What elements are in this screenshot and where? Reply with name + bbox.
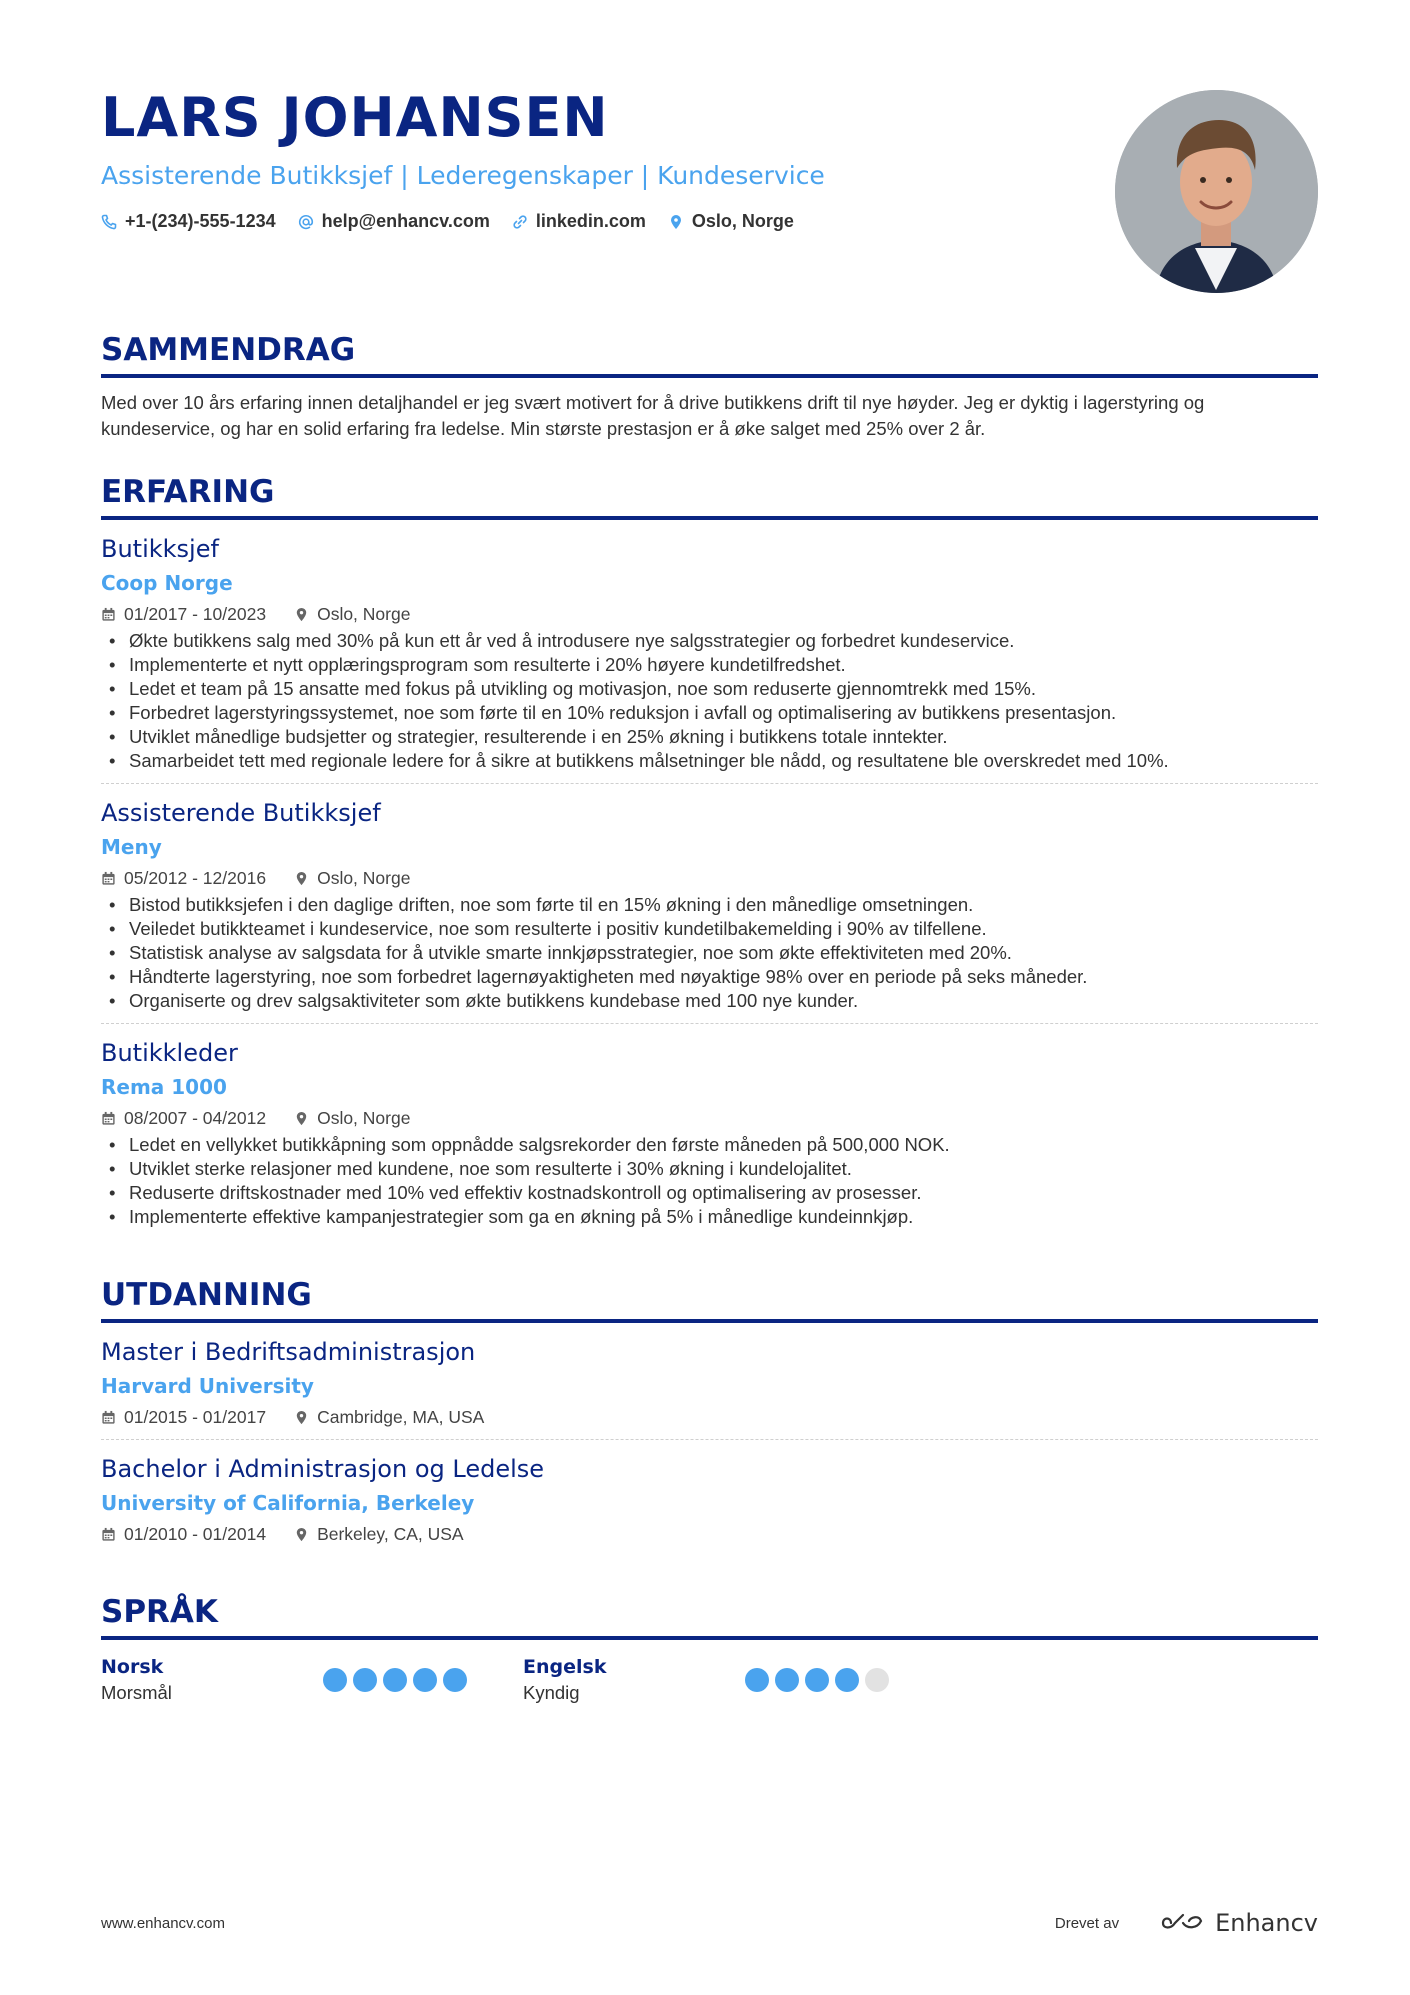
language-name: Norsk (101, 1656, 164, 1678)
candidate-name: LARS JOHANSEN (101, 86, 609, 149)
location-text: Oslo, Norge (317, 604, 411, 624)
job-location (294, 1106, 410, 1130)
job-title: Butikksjef (101, 535, 219, 563)
school-name: University of California, Berkeley (101, 1491, 475, 1515)
experience-list (101, 520, 1318, 1239)
education-entry (101, 1323, 1318, 1440)
location-pin-icon (294, 871, 309, 886)
education-dates (101, 1405, 266, 1429)
education-list (101, 1323, 1318, 1556)
footer-branding (1055, 1909, 1318, 1937)
phone-icon (101, 214, 117, 230)
degree-title: Bachelor i Administrasjon og Ledelse (101, 1455, 545, 1483)
footer (101, 1908, 1318, 1938)
calendar-icon (101, 607, 116, 622)
rating-dot-filled (383, 1668, 407, 1692)
experience-bullet: • Samarbeidet tett med regionale ledere for å sikre at butikkens målsetninger ble nådd, og resultatene ble overskredet med 10%. (101, 749, 1318, 773)
experience-bullet: • Statistisk analyse av salgsdata for å utvikle smarte innkjøpsstrategier, noe som økte effektiviteten med 20%. (101, 941, 1318, 965)
experience-bullet: • Reduserte driftskostnader med 10% ved effektiv kostnadskontroll og optimalisering av prosesser. (101, 1181, 1318, 1205)
language-text (101, 1654, 323, 1706)
experience-bullet: • Utviklet månedlige budsjetter og strategier, resulterende i en 25% økning i butikkens totale inntekter. (101, 725, 1318, 749)
job-bullets (101, 893, 1318, 1013)
job-dates (101, 866, 266, 890)
dates-text: 01/2010 - 01/2014 (124, 1524, 267, 1544)
phone-text: +1-(234)-555-1234 (125, 211, 276, 231)
location-pin-icon (294, 1527, 309, 1542)
dates-text: 01/2015 - 01/2017 (124, 1407, 267, 1427)
experience-bullet: • Utviklet sterke relasjoner med kundene, noe som resulterte i 30% økning i kundelojalitet. (101, 1157, 1318, 1181)
dates-text: 08/2007 - 04/2012 (124, 1108, 267, 1128)
resume-header (101, 80, 1318, 300)
email-text: help@enhancv.com (321, 211, 490, 231)
experience-bullet: • Implementerte effektive kampanjestrategier som ga en økning på 5% i månedlige kundeinnkjøp. (101, 1205, 1318, 1229)
languages-title: SPRÅK (101, 1592, 1318, 1640)
degree-title: Master i Bedriftsadministrasjon (101, 1338, 476, 1366)
location-text: Oslo, Norge (317, 1108, 411, 1128)
headline: Assisterende Butikksjef | Lederegenskaper | Kundeservice (101, 161, 825, 190)
rating-dot-filled (745, 1668, 769, 1692)
footer-website[interactable]: www.enhancv.com (101, 1914, 225, 1932)
job-title: Butikkleder (101, 1039, 238, 1067)
location-text: Oslo, Norge (317, 868, 411, 888)
education-meta (101, 1405, 1318, 1429)
resume-page (101, 80, 1318, 1706)
languages-list (101, 1654, 1318, 1706)
contact-linkedin[interactable] (512, 211, 646, 232)
job-meta (101, 1106, 1318, 1130)
school-name: Harvard University (101, 1374, 314, 1398)
summary-title: SAMMENDRAG (101, 330, 1318, 378)
company-name: Coop Norge (101, 571, 233, 595)
experience-entry (101, 1024, 1318, 1239)
job-dates (101, 602, 266, 626)
calendar-icon (101, 1527, 116, 1542)
job-dates (101, 1106, 266, 1130)
language-level: Morsmål (101, 1682, 172, 1703)
rating-dot-filled (775, 1668, 799, 1692)
experience-bullet: • Håndterte lagerstyring, noe som forbedret lagernøyaktigheten med nøyaktige 98% over en periode på seks måneder. (101, 965, 1318, 989)
rating-dot-filled (835, 1668, 859, 1692)
location-text: Oslo, Norge (691, 211, 794, 231)
location-pin-icon (294, 1410, 309, 1425)
company-name: Meny (101, 835, 162, 859)
job-bullets (101, 629, 1318, 773)
language-rating (745, 1654, 889, 1706)
brand-name: Enhancv (1215, 1909, 1318, 1937)
language-rating (323, 1654, 467, 1706)
profile-photo (1115, 90, 1318, 293)
location-pin-icon (294, 1111, 309, 1126)
education-entry (101, 1440, 1318, 1556)
summary-section (101, 330, 1318, 442)
education-meta (101, 1522, 1318, 1546)
calendar-icon (101, 871, 116, 886)
language-name: Engelsk (523, 1656, 607, 1678)
experience-entry (101, 520, 1318, 784)
experience-entry (101, 784, 1318, 1024)
experience-bullet: • Økte butikkens salg med 30% på kun ett år ved å introdusere nye salgsstrategier og forbedret kundeservice. (101, 629, 1318, 653)
calendar-icon (101, 1111, 116, 1126)
dates-text: 05/2012 - 12/2016 (124, 868, 267, 888)
language-text (523, 1654, 745, 1706)
powered-by-text: Drevet av (1054, 1914, 1120, 1932)
location-pin-icon (294, 607, 309, 622)
job-meta (101, 866, 1318, 890)
education-title: UTDANNING (101, 1275, 1318, 1323)
rating-dot-filled (323, 1668, 347, 1692)
experience-bullet: • Ledet en vellykket butikkåpning som oppnådde salgsrekorder den første måneden på 500,000 NOK. (101, 1133, 1318, 1157)
contact-phone[interactable] (101, 211, 276, 232)
experience-title: ERFARING (101, 472, 1318, 520)
experience-bullet: • Implementerte et nytt opplæringsprogram som resulterte i 20% høyere kundetilfredshet. (101, 653, 1318, 677)
experience-section (101, 472, 1318, 1239)
at-icon (298, 214, 314, 230)
language-item (101, 1654, 523, 1706)
company-name: Rema 1000 (101, 1075, 227, 1099)
experience-bullet: • Bistod butikksjefen i den daglige driften, noe som førte til en 15% økning i den månedlige omsetningen. (101, 893, 1318, 917)
education-section (101, 1275, 1318, 1556)
experience-bullet: • Ledet et team på 15 ansatte med fokus på utvikling og motivasjon, noe som reduserte gjennomtrekk med 15%. (101, 677, 1318, 701)
rating-dot-filled (805, 1668, 829, 1692)
linkedin-text: linkedin.com (535, 211, 646, 231)
education-location (294, 1522, 464, 1546)
rating-dot-filled (443, 1668, 467, 1692)
job-meta (101, 602, 1318, 626)
rating-dot-empty (865, 1668, 889, 1692)
education-dates (101, 1522, 266, 1546)
experience-bullet: • Veiledet butikkteamet i kundeservice, noe som resulterte i positiv kundetilbakemelding i 90% av tilfellene. (101, 917, 1318, 941)
experience-bullet: • Organiserte og drev salgsaktiviteter som økte butikkens kundebase med 100 nye kunder. (101, 989, 1318, 1013)
rating-dot-filled (413, 1668, 437, 1692)
experience-bullet: • Forbedret lagerstyringssystemet, noe som førte til en 10% reduksjon i avfall og optimalisering av butikkens presentasjon. (101, 701, 1318, 725)
education-location (294, 1405, 484, 1429)
job-title: Assisterende Butikksjef (101, 799, 381, 827)
job-bullets (101, 1133, 1318, 1229)
language-item (523, 1654, 945, 1706)
contact-email[interactable] (298, 211, 490, 232)
link-icon (512, 214, 528, 230)
location-text: Cambridge, MA, USA (317, 1407, 485, 1427)
rating-dot-filled (353, 1668, 377, 1692)
enhancv-logo[interactable] (1159, 1909, 1318, 1937)
dates-text: 01/2017 - 10/2023 (124, 604, 267, 624)
job-location (294, 602, 410, 626)
languages-section (101, 1592, 1318, 1706)
infinity-icon (1159, 1911, 1205, 1935)
location-text: Berkeley, CA, USA (317, 1524, 464, 1544)
calendar-icon (101, 1410, 116, 1425)
location-pin-icon (668, 214, 684, 230)
job-location (294, 866, 410, 890)
contact-location (668, 211, 794, 232)
language-level: Kyndig (523, 1682, 580, 1703)
summary-text: Med over 10 års erfaring innen detaljhandel er jeg svært motivert for å drive butikkens drift til nye høyder. Jeg er dyktig i lagerstyring og kundeservice, og har en solid erfaring fra ledelse. Min største prestasjon er å øke salget med 25% over 2 år. (101, 392, 1205, 439)
